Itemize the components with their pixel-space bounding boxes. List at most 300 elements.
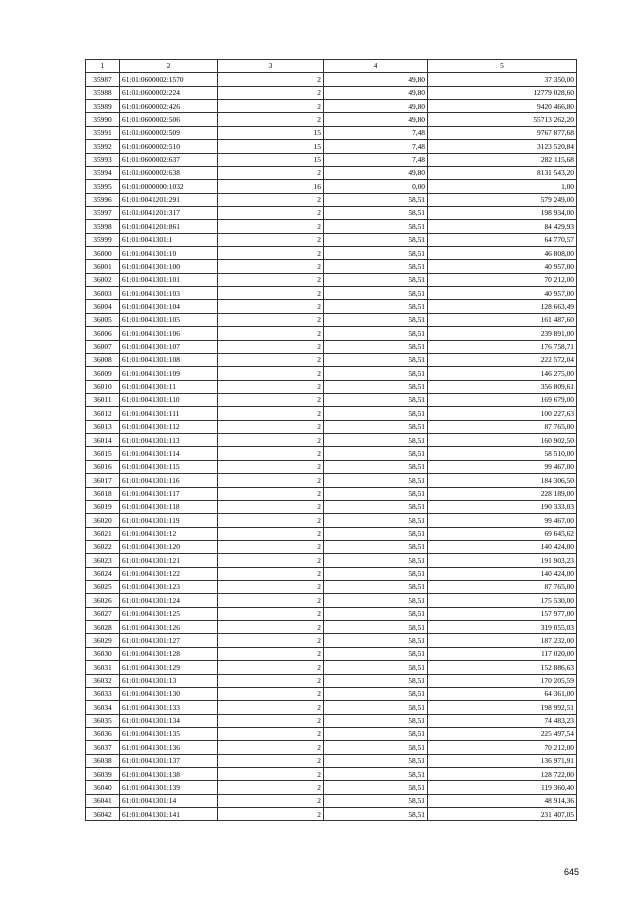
category-code: 2	[218, 674, 324, 687]
table-row	[86, 380, 577, 393]
cadastral-number: 61:01:0041301:100	[120, 260, 218, 273]
table-row	[86, 153, 577, 166]
row-number: 36034	[86, 701, 120, 714]
category-code: 2	[218, 554, 324, 567]
table-row	[86, 73, 577, 86]
row-number: 35998	[86, 220, 120, 233]
category-code: 2	[218, 287, 324, 300]
table-row	[86, 674, 577, 687]
table-row	[86, 447, 577, 460]
cadastral-number: 61:01:0041301:126	[120, 621, 218, 634]
amount-value: 152 886,63	[428, 661, 577, 674]
cadastral-number: 61:01:0041301:136	[120, 741, 218, 754]
table-row	[86, 460, 577, 473]
amount-value: 146 275,00	[428, 367, 577, 380]
category-code: 2	[218, 86, 324, 99]
rate-value: 7,48	[324, 126, 428, 139]
rate-value: 0,00	[324, 180, 428, 193]
category-code: 2	[218, 727, 324, 740]
row-number: 35997	[86, 206, 120, 219]
table-row	[86, 581, 577, 594]
table-row	[86, 340, 577, 353]
amount-value: 161 487,60	[428, 313, 577, 326]
category-code: 2	[218, 527, 324, 540]
rate-value: 58,51	[324, 300, 428, 313]
row-number: 35990	[86, 113, 120, 126]
category-code: 2	[218, 540, 324, 553]
table-header	[86, 60, 577, 73]
header-col-3: 3	[218, 60, 324, 73]
amount-value: 319 055,03	[428, 621, 577, 634]
rate-value: 58,51	[324, 273, 428, 286]
rate-value: 58,51	[324, 380, 428, 393]
table-row	[86, 434, 577, 447]
row-number: 36015	[86, 447, 120, 460]
row-number: 36005	[86, 313, 120, 326]
cadastral-number: 61:01:0041301:122	[120, 567, 218, 580]
category-code: 2	[218, 327, 324, 340]
header-col-1: 1	[86, 60, 120, 73]
amount-value: 157 977,00	[428, 607, 577, 620]
cadastral-number: 61:01:0041301:124	[120, 594, 218, 607]
category-code: 2	[218, 474, 324, 487]
row-number: 36039	[86, 768, 120, 781]
amount-value: 176 758,71	[428, 340, 577, 353]
rate-value: 58,51	[324, 741, 428, 754]
amount-value: 225 497,54	[428, 727, 577, 740]
cadastral-number: 61:01:0600002:637	[120, 153, 218, 166]
category-code: 2	[218, 434, 324, 447]
cadastral-number: 61:01:0041301:129	[120, 661, 218, 674]
rate-value: 58,51	[324, 540, 428, 553]
rate-value: 58,51	[324, 460, 428, 473]
row-number: 36041	[86, 794, 120, 807]
rate-value: 58,51	[324, 808, 428, 821]
table-row	[86, 233, 577, 246]
table-row	[86, 166, 577, 179]
amount-value: 140 424,00	[428, 567, 577, 580]
table-row	[86, 180, 577, 193]
cadastral-number: 61:01:0041301:108	[120, 353, 218, 366]
row-number: 36011	[86, 393, 120, 406]
table-row	[86, 247, 577, 260]
category-code: 2	[218, 768, 324, 781]
rate-value: 58,51	[324, 594, 428, 607]
cadastral-number: 61:01:0041301:13	[120, 674, 218, 687]
table-row	[86, 567, 577, 580]
table-row	[86, 741, 577, 754]
row-number: 36026	[86, 594, 120, 607]
table-row	[86, 594, 577, 607]
rate-value: 58,51	[324, 247, 428, 260]
category-code: 2	[218, 714, 324, 727]
header-col-2: 2	[120, 60, 218, 73]
row-number: 36032	[86, 674, 120, 687]
row-number: 36010	[86, 380, 120, 393]
cadastral-number: 61:01:0600002:1570	[120, 73, 218, 86]
row-number: 36037	[86, 741, 120, 754]
table-row	[86, 647, 577, 660]
category-code: 2	[218, 393, 324, 406]
category-code: 2	[218, 621, 324, 634]
cadastral-number: 61:01:0041301:134	[120, 714, 218, 727]
row-number: 36003	[86, 287, 120, 300]
amount-value: 99 467,00	[428, 460, 577, 473]
cadastral-number: 61:01:0041301:137	[120, 754, 218, 767]
table-row	[86, 393, 577, 406]
category-code: 2	[218, 754, 324, 767]
amount-value: 198 934,00	[428, 206, 577, 219]
amount-value: 87 765,00	[428, 581, 577, 594]
table-row	[86, 527, 577, 540]
cadastral-number: 61:01:0041301:113	[120, 434, 218, 447]
table-row	[86, 420, 577, 433]
table-row	[86, 487, 577, 500]
amount-value: 3123 520,84	[428, 140, 577, 153]
cadastral-number: 61:01:0041301:104	[120, 300, 218, 313]
header-col-4: 4	[324, 60, 428, 73]
category-code: 15	[218, 140, 324, 153]
amount-value: 222 572,04	[428, 353, 577, 366]
table-row	[86, 474, 577, 487]
amount-value: 239 891,00	[428, 327, 577, 340]
cadastral-number: 61:01:0041301:115	[120, 460, 218, 473]
table-row	[86, 687, 577, 700]
table-row	[86, 313, 577, 326]
category-code: 2	[218, 687, 324, 700]
amount-value: 9420 466,80	[428, 100, 577, 113]
table-row	[86, 701, 577, 714]
category-code: 2	[218, 100, 324, 113]
row-number: 35999	[86, 233, 120, 246]
cadastral-number: 61:01:0041301:111	[120, 407, 218, 420]
row-number: 35993	[86, 153, 120, 166]
category-code: 15	[218, 153, 324, 166]
amount-value: 58 510,00	[428, 447, 577, 460]
row-number: 35992	[86, 140, 120, 153]
category-code: 2	[218, 647, 324, 660]
cadastral-number: 61:01:0041301:135	[120, 727, 218, 740]
cadastral-number: 61:01:0041301:120	[120, 540, 218, 553]
rate-value: 58,51	[324, 527, 428, 540]
rate-value: 58,51	[324, 474, 428, 487]
row-number: 36035	[86, 714, 120, 727]
rate-value: 58,51	[324, 487, 428, 500]
rate-value: 58,51	[324, 393, 428, 406]
cadastral-number: 61:01:0041301:139	[120, 781, 218, 794]
rate-value: 49,80	[324, 100, 428, 113]
cadastral-number: 61:01:0600002:506	[120, 113, 218, 126]
amount-value: 1,00	[428, 180, 577, 193]
row-number: 36036	[86, 727, 120, 740]
table-row	[86, 407, 577, 420]
category-code: 2	[218, 220, 324, 233]
row-number: 35991	[86, 126, 120, 139]
cadastral-number: 61:01:0041301:141	[120, 808, 218, 821]
rate-value: 58,51	[324, 768, 428, 781]
cadastral-number: 61:01:0041201:291	[120, 193, 218, 206]
table-row	[86, 714, 577, 727]
amount-value: 136 971,91	[428, 754, 577, 767]
row-number: 36006	[86, 327, 120, 340]
amount-value: 140 424,00	[428, 540, 577, 553]
category-code: 2	[218, 661, 324, 674]
rate-value: 58,51	[324, 674, 428, 687]
table-row	[86, 634, 577, 647]
rate-value: 58,51	[324, 687, 428, 700]
table-row	[86, 126, 577, 139]
cadastral-number: 61:01:0041301:119	[120, 514, 218, 527]
row-number: 36019	[86, 500, 120, 513]
category-code: 2	[218, 206, 324, 219]
row-number: 36025	[86, 581, 120, 594]
amount-value: 282 115,68	[428, 153, 577, 166]
cadastral-number: 61:01:0041301:12	[120, 527, 218, 540]
category-code: 2	[218, 273, 324, 286]
row-number: 36014	[86, 434, 120, 447]
rate-value: 49,80	[324, 73, 428, 86]
amount-value: 55713 262,20	[428, 113, 577, 126]
table-row	[86, 781, 577, 794]
rate-value: 58,51	[324, 514, 428, 527]
cadastral-number: 61:01:0041301:133	[120, 701, 218, 714]
row-number: 36007	[86, 340, 120, 353]
category-code: 2	[218, 420, 324, 433]
cadastral-number: 61:01:0041301:107	[120, 340, 218, 353]
rate-value: 58,51	[324, 340, 428, 353]
cadastral-number: 61:01:0041301:116	[120, 474, 218, 487]
amount-value: 356 809,61	[428, 380, 577, 393]
amount-value: 46 808,00	[428, 247, 577, 260]
cadastral-number: 61:01:0600002:510	[120, 140, 218, 153]
rate-value: 58,51	[324, 781, 428, 794]
rate-value: 58,51	[324, 260, 428, 273]
table-row	[86, 220, 577, 233]
row-number: 36040	[86, 781, 120, 794]
row-number: 36033	[86, 687, 120, 700]
cadastral-number: 61:01:0041301:110	[120, 393, 218, 406]
table-row	[86, 621, 577, 634]
amount-value: 579 249,00	[428, 193, 577, 206]
amount-value: 37 350,00	[428, 73, 577, 86]
amount-value: 160 902,50	[428, 434, 577, 447]
table-row	[86, 86, 577, 99]
rate-value: 58,51	[324, 353, 428, 366]
table-row	[86, 353, 577, 366]
amount-value: 128 663,49	[428, 300, 577, 313]
rate-value: 58,51	[324, 647, 428, 660]
amount-value: 64 770,57	[428, 233, 577, 246]
rate-value: 58,51	[324, 434, 428, 447]
category-code: 2	[218, 166, 324, 179]
category-code: 2	[218, 73, 324, 86]
cadastral-number: 61:01:0041301:1	[120, 233, 218, 246]
cadastral-number: 61:01:0041301:117	[120, 487, 218, 500]
rate-value: 58,51	[324, 420, 428, 433]
cadastral-number: 61:01:0041301:14	[120, 794, 218, 807]
cadastral-number: 61:01:0041301:128	[120, 647, 218, 660]
table-row	[86, 540, 577, 553]
category-code: 2	[218, 380, 324, 393]
row-number: 36018	[86, 487, 120, 500]
row-number: 35987	[86, 73, 120, 86]
category-code: 2	[218, 460, 324, 473]
category-code: 2	[218, 313, 324, 326]
rate-value: 58,51	[324, 567, 428, 580]
cadastral-number: 61:01:0041301:106	[120, 327, 218, 340]
amount-value: 184 306,50	[428, 474, 577, 487]
row-number: 36012	[86, 407, 120, 420]
page-number: 645	[564, 867, 580, 877]
amount-value: 231 407,05	[428, 808, 577, 821]
row-number: 36002	[86, 273, 120, 286]
row-number: 36016	[86, 460, 120, 473]
cadastral-number: 61:01:0041301:105	[120, 313, 218, 326]
table-row	[86, 260, 577, 273]
amount-value: 12779 028,60	[428, 86, 577, 99]
cadastral-number: 61:01:0041301:11	[120, 380, 218, 393]
rate-value: 58,51	[324, 220, 428, 233]
table-row	[86, 273, 577, 286]
table-row	[86, 607, 577, 620]
rate-value: 58,51	[324, 500, 428, 513]
category-code: 2	[218, 193, 324, 206]
table-row	[86, 100, 577, 113]
row-number: 36008	[86, 353, 120, 366]
cadastral-number: 61:01:0000000:1032	[120, 180, 218, 193]
table-row	[86, 661, 577, 674]
cadastral-number: 61:01:0041301:118	[120, 500, 218, 513]
amount-value: 170 205,59	[428, 674, 577, 687]
table-row	[86, 794, 577, 807]
rate-value: 58,51	[324, 367, 428, 380]
header-col-5: 5	[428, 60, 577, 73]
category-code: 2	[218, 741, 324, 754]
category-code: 2	[218, 594, 324, 607]
rate-value: 7,48	[324, 140, 428, 153]
category-code: 2	[218, 794, 324, 807]
row-number: 36017	[86, 474, 120, 487]
rate-value: 58,51	[324, 313, 428, 326]
cadastral-number: 61:01:0041201:861	[120, 220, 218, 233]
row-number: 36027	[86, 607, 120, 620]
rate-value: 49,80	[324, 113, 428, 126]
amount-value: 128 722,00	[428, 768, 577, 781]
rate-value: 58,51	[324, 206, 428, 219]
table-row	[86, 140, 577, 153]
rate-value: 58,51	[324, 794, 428, 807]
row-number: 36022	[86, 540, 120, 553]
category-code: 2	[218, 514, 324, 527]
cadastral-number: 61:01:0041301:109	[120, 367, 218, 380]
category-code: 2	[218, 607, 324, 620]
amount-value: 8131 543,20	[428, 166, 577, 179]
amount-value: 191 903,23	[428, 554, 577, 567]
table-row	[86, 808, 577, 821]
row-number: 35988	[86, 86, 120, 99]
table-row	[86, 500, 577, 513]
rate-value: 58,51	[324, 621, 428, 634]
category-code: 2	[218, 808, 324, 821]
row-number: 35994	[86, 166, 120, 179]
rate-value: 49,80	[324, 86, 428, 99]
rate-value: 58,51	[324, 754, 428, 767]
cadastral-number: 61:01:0041301:101	[120, 273, 218, 286]
table-row	[86, 367, 577, 380]
amount-value: 69 645,62	[428, 527, 577, 540]
rate-value: 58,51	[324, 233, 428, 246]
table-row	[86, 554, 577, 567]
category-code: 15	[218, 126, 324, 139]
row-number: 35989	[86, 100, 120, 113]
category-code: 2	[218, 367, 324, 380]
amount-value: 48 914,36	[428, 794, 577, 807]
cadastral-number: 61:01:0041301:125	[120, 607, 218, 620]
cadastral-number: 61:01:0041301:127	[120, 634, 218, 647]
amount-value: 84 429,93	[428, 220, 577, 233]
cadastral-number: 61:01:0041201:317	[120, 206, 218, 219]
amount-value: 190 333,03	[428, 500, 577, 513]
rate-value: 58,51	[324, 701, 428, 714]
category-code: 2	[218, 247, 324, 260]
row-number: 36013	[86, 420, 120, 433]
amount-value: 70 212,00	[428, 741, 577, 754]
rate-value: 58,51	[324, 714, 428, 727]
cadastral-number: 61:01:0041301:112	[120, 420, 218, 433]
category-code: 2	[218, 233, 324, 246]
amount-value: 187 232,00	[428, 634, 577, 647]
amount-value: 119 360,40	[428, 781, 577, 794]
amount-value: 40 957,00	[428, 287, 577, 300]
category-code: 2	[218, 353, 324, 366]
rate-value: 58,51	[324, 607, 428, 620]
cadastral-number: 61:01:0600002:509	[120, 126, 218, 139]
row-number: 36029	[86, 634, 120, 647]
category-code: 2	[218, 300, 324, 313]
category-code: 2	[218, 500, 324, 513]
cadastral-number: 61:01:0600002:224	[120, 86, 218, 99]
rate-value: 58,51	[324, 193, 428, 206]
cadastral-number: 61:01:0600002:638	[120, 166, 218, 179]
rate-value: 58,51	[324, 661, 428, 674]
row-number: 36023	[86, 554, 120, 567]
header-row	[86, 60, 577, 73]
row-number: 36009	[86, 367, 120, 380]
rate-value: 7,48	[324, 153, 428, 166]
amount-value: 198 992,51	[428, 701, 577, 714]
table-row	[86, 754, 577, 767]
cadastral-number: 61:01:0600002:426	[120, 100, 218, 113]
table-row	[86, 206, 577, 219]
row-number: 36038	[86, 754, 120, 767]
category-code: 2	[218, 487, 324, 500]
rate-value: 58,51	[324, 634, 428, 647]
cadastral-number: 61:01:0041301:10	[120, 247, 218, 260]
category-code: 16	[218, 180, 324, 193]
amount-value: 74 483,23	[428, 714, 577, 727]
row-number: 36042	[86, 808, 120, 821]
row-number: 36020	[86, 514, 120, 527]
row-number: 36024	[86, 567, 120, 580]
rate-value: 58,51	[324, 554, 428, 567]
row-number: 36031	[86, 661, 120, 674]
row-number: 36030	[86, 647, 120, 660]
row-number: 36028	[86, 621, 120, 634]
amount-value: 64 361,00	[428, 687, 577, 700]
amount-value: 70 212,00	[428, 273, 577, 286]
rate-value: 58,51	[324, 407, 428, 420]
amount-value: 87 765,00	[428, 420, 577, 433]
